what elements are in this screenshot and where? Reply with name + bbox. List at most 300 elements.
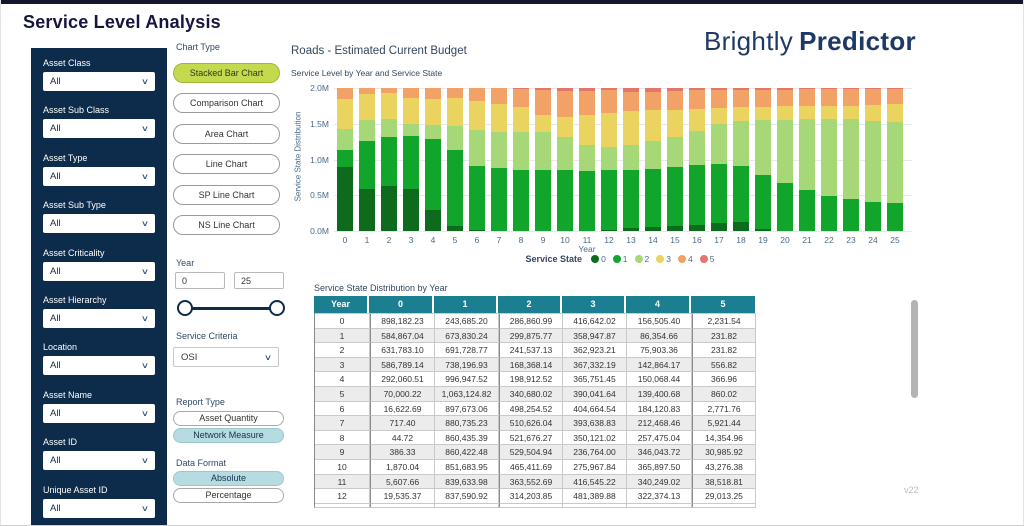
bar-segment-state-0 — [381, 186, 397, 231]
table-cell: 851,683.95 — [435, 459, 499, 474]
chevron-down-icon: ∨ — [140, 124, 150, 134]
bar-segment-state-0 — [623, 228, 639, 231]
table-cell: 673,830.24 — [435, 328, 499, 343]
bar-segment-state-1 — [491, 168, 507, 231]
bar-segment-state-2 — [491, 132, 507, 168]
bar-year-2[interactable] — [381, 88, 397, 231]
table-header-cell: 2 — [498, 296, 562, 313]
bar-segment-state-2 — [579, 145, 595, 171]
bar-year-11[interactable] — [579, 88, 595, 231]
bar-segment-state-3 — [535, 115, 551, 132]
chart-type-button-sp-line-chart[interactable]: SP Line Chart — [173, 185, 280, 205]
bar-segment-state-3 — [821, 106, 837, 119]
x-tick-label: 11 — [582, 235, 592, 245]
bar-segment-state-2 — [865, 121, 881, 202]
table-cell — [499, 503, 563, 508]
bar-segment-state-4 — [667, 91, 683, 110]
filter-dropdown-asset-hierarchy[interactable] — [43, 309, 155, 328]
year-slider-handle-max[interactable] — [269, 300, 285, 316]
table-cell: 30,985.92 — [692, 444, 756, 459]
legend-item-label: 2 — [644, 254, 650, 264]
bar-segment-state-3 — [469, 101, 485, 130]
bar-segment-state-1 — [359, 141, 375, 189]
table-cell: 996,947.52 — [435, 371, 499, 386]
bar-segment-state-4 — [887, 89, 903, 104]
x-tick-label: 17 — [714, 235, 724, 245]
filter-sidebar — [31, 48, 167, 526]
x-tick-label: 7 — [496, 235, 502, 245]
x-tick-label: 25 — [890, 235, 900, 245]
table-cell: 16,622.69 — [370, 401, 435, 416]
table-cell: 212,468.46 — [627, 415, 692, 430]
bar-segment-state-3 — [359, 94, 375, 120]
chevron-down-icon: ∨ — [140, 171, 150, 181]
service-criteria-value: OSI — [181, 351, 198, 363]
bar-year-25[interactable] — [887, 88, 903, 231]
bar-year-23[interactable] — [843, 88, 859, 231]
table-cell — [435, 503, 499, 508]
table-cell: 350,121.02 — [563, 430, 627, 445]
filter-dropdown-asset-criticality[interactable] — [43, 262, 155, 281]
table-row — [314, 474, 756, 489]
table-cell: 5,607.66 — [370, 474, 435, 489]
table-cell: 365,751.45 — [563, 371, 627, 386]
bar-segment-state-1 — [513, 170, 529, 231]
table-cell: 510,626.04 — [499, 415, 563, 430]
x-tick-label: 21 — [802, 235, 812, 245]
logo-brand: Brightly — [704, 26, 794, 56]
legend-item-state-3[interactable] — [656, 254, 671, 264]
bar-segment-state-2 — [469, 130, 485, 166]
chart-type-button-ns-line-chart[interactable]: NS Line Chart — [173, 215, 280, 235]
bar-segment-state-2 — [733, 121, 749, 166]
table-cell: 86,354.66 — [627, 328, 692, 343]
legend-item-label: 0 — [601, 254, 606, 264]
bar-year-8[interactable] — [513, 88, 529, 231]
bar-year-12[interactable] — [601, 88, 617, 231]
table-cell: 363,552.69 — [499, 474, 563, 489]
x-tick-label: 10 — [560, 235, 570, 245]
table-cell: 5,921.44 — [692, 415, 756, 430]
bar-segment-state-1 — [733, 166, 749, 222]
bar-segment-state-3 — [513, 107, 529, 132]
y-tick-label: 0.5M — [310, 190, 329, 201]
filter-dropdown-asset-id[interactable] — [43, 451, 155, 470]
bar-segment-state-2 — [601, 147, 617, 169]
bar-segment-state-1 — [755, 175, 771, 230]
legend-item-state-2[interactable] — [635, 254, 650, 264]
bar-segment-state-2 — [381, 119, 397, 136]
bar-segment-state-4 — [447, 88, 463, 98]
filter-group-asset-sub-type — [31, 194, 167, 241]
filter-dropdown-asset-sub-type[interactable] — [43, 214, 155, 233]
bar-year-1[interactable] — [359, 88, 375, 231]
table-cell: 299,875.77 — [499, 328, 563, 343]
table-cell: 150,068.44 — [627, 371, 692, 386]
chevron-down-icon: ∨ — [263, 352, 273, 362]
bar-segment-state-3 — [843, 106, 859, 119]
table-cell: 10 — [315, 459, 370, 474]
bar-segment-state-3 — [645, 110, 661, 141]
bar-segment-state-4 — [821, 89, 837, 105]
table-cell: 340,249.02 — [627, 474, 692, 489]
table-row — [314, 488, 756, 503]
version-label: v22 — [904, 485, 919, 495]
table-cell: 292,060.51 — [370, 371, 435, 386]
year-min-input[interactable] — [175, 272, 225, 289]
chart-subtitle: Service Level by Year and Service State — [291, 68, 443, 78]
bar-segment-state-3 — [403, 98, 419, 124]
table-row-partial — [314, 503, 756, 508]
legend-item-state-4[interactable] — [678, 254, 693, 264]
bar-segment-state-0 — [447, 226, 463, 231]
bar-segment-state-1 — [799, 190, 815, 231]
table-cell: 1,063,124.82 — [435, 386, 499, 401]
table-cell: 44.72 — [370, 430, 435, 445]
legend-item-label: 3 — [666, 254, 671, 264]
logo-product: Predictor — [799, 26, 916, 56]
filter-group-asset-criticality — [31, 242, 167, 289]
table-cell: 691,728.77 — [435, 342, 499, 357]
bar-segment-state-1 — [337, 150, 353, 167]
bar-segment-state-2 — [337, 129, 353, 149]
bar-segment-state-3 — [557, 117, 573, 137]
chart-type-button-line-chart[interactable]: Line Chart — [173, 154, 280, 174]
vertical-scrollbar[interactable] — [911, 300, 918, 398]
filter-label: Asset Sub Type — [43, 200, 106, 211]
filter-dropdown-asset-class[interactable] — [43, 72, 155, 91]
table-header-cell: 3 — [562, 296, 626, 313]
x-tick-label: 5 — [452, 235, 458, 245]
filter-group-asset-name — [31, 384, 167, 431]
table-cell: 2,231.54 — [692, 313, 756, 328]
bar-segment-state-2 — [689, 131, 705, 164]
table-cell — [692, 503, 756, 508]
bar-segment-state-2 — [447, 126, 463, 150]
service-criteria-label: Service Criteria — [176, 331, 238, 341]
bar-segment-state-4 — [425, 88, 441, 99]
x-tick-label: 6 — [474, 235, 480, 245]
table-cell: 257,475.04 — [627, 430, 692, 445]
bar-year-21[interactable] — [799, 88, 815, 231]
table-cell: 340,680.02 — [499, 386, 563, 401]
table-cell: 365,897.50 — [627, 459, 692, 474]
dropdown-value: All — [50, 265, 61, 277]
table-cell: 12 — [315, 488, 370, 503]
filter-label: Asset ID — [43, 437, 78, 448]
bar-segment-state-3 — [381, 93, 397, 119]
x-axis-title: Year — [578, 244, 596, 254]
service-criteria-dropdown[interactable] — [173, 347, 279, 367]
table-cell: 14,354.96 — [692, 430, 756, 445]
x-tick-label: 18 — [736, 235, 746, 245]
table-cell: 139,400.68 — [627, 386, 692, 401]
table-cell: 6 — [315, 401, 370, 416]
x-tick-label: 24 — [868, 235, 878, 245]
bar-segment-state-4 — [513, 89, 529, 107]
table-cell: 416,545.22 — [563, 474, 627, 489]
bar-year-18[interactable] — [733, 88, 749, 231]
bar-segment-state-3 — [337, 99, 353, 129]
table-header-cell: 4 — [626, 296, 691, 313]
chevron-down-icon: ∨ — [140, 503, 150, 513]
filter-dropdown-asset-name[interactable] — [43, 404, 155, 423]
y-axis-title: Service State Distribution — [293, 111, 303, 202]
x-tick-label: 23 — [846, 235, 856, 245]
data-format-absolute[interactable]: Absolute — [173, 471, 284, 486]
bar-segment-state-2 — [667, 137, 683, 167]
table-row — [314, 415, 756, 430]
dropdown-value: All — [50, 123, 61, 135]
bar-segment-state-1 — [579, 171, 595, 231]
table-cell: 286,860.99 — [499, 313, 563, 328]
table-cell: 393,638.83 — [563, 415, 627, 430]
table-cell — [627, 503, 692, 508]
report-type-network-measure[interactable]: Network Measure — [173, 428, 284, 443]
bar-year-10[interactable] — [557, 88, 573, 231]
filter-label: Asset Sub Class — [43, 105, 110, 116]
bar-segment-state-1 — [667, 167, 683, 226]
table-header-cell: 1 — [434, 296, 498, 313]
table-cell: 243,685.20 — [435, 313, 499, 328]
bar-year-22[interactable] — [821, 88, 837, 231]
bar-segment-state-1 — [403, 136, 419, 189]
page-title: Service Level Analysis — [23, 12, 221, 32]
table-cell: 184,120.83 — [627, 401, 692, 416]
bar-year-5[interactable] — [447, 88, 463, 231]
bar-year-16[interactable] — [689, 88, 705, 231]
legend-items — [591, 254, 714, 264]
chevron-down-icon: ∨ — [140, 266, 150, 276]
dropdown-value: All — [50, 502, 61, 514]
x-tick-label: 13 — [626, 235, 636, 245]
bar-segment-state-4 — [535, 90, 551, 115]
chevron-down-icon: ∨ — [140, 77, 150, 86]
bar-year-15[interactable] — [667, 88, 683, 231]
bar-segment-state-1 — [689, 165, 705, 225]
table-cell: 142,864.17 — [627, 357, 692, 372]
filter-label: Asset Name — [43, 389, 93, 400]
table-header-cell: 5 — [691, 296, 755, 313]
chart-title: Roads - Estimated Current Budget — [291, 45, 467, 57]
x-tick-label: 9 — [540, 235, 546, 245]
dropdown-value: All — [50, 360, 61, 372]
bar-year-6[interactable] — [469, 88, 485, 231]
bar-year-19[interactable] — [755, 88, 771, 231]
table-cell: 631,783.10 — [370, 342, 435, 357]
bar-segment-state-4 — [645, 92, 661, 111]
filter-dropdown-asset-type[interactable] — [43, 167, 155, 186]
bar-segment-state-4 — [689, 90, 705, 109]
filter-group-location — [31, 336, 167, 383]
bar-segment-state-0 — [469, 230, 485, 231]
chart-type-button-stacked-bar-chart[interactable]: Stacked Bar Chart — [173, 63, 280, 83]
table-row — [314, 328, 756, 343]
bar-segment-state-1 — [865, 202, 881, 231]
table-title: Service State Distribution by Year — [314, 283, 448, 293]
table-cell: 275,967.84 — [563, 459, 627, 474]
chart-legend — [334, 254, 906, 264]
bar-segment-state-4 — [337, 88, 353, 99]
bar-year-3[interactable] — [403, 88, 419, 231]
bar-segment-state-0 — [359, 189, 375, 231]
bar-segment-state-2 — [557, 137, 573, 170]
table-cell: 584,867.04 — [370, 328, 435, 343]
chart-type-button-comparison-chart[interactable]: Comparison Chart — [173, 93, 280, 113]
x-tick-label: 3 — [408, 235, 414, 245]
table-cell: 498,254.52 — [499, 401, 563, 416]
bar-segment-state-0 — [601, 230, 617, 231]
legend-dot — [591, 255, 599, 263]
bar-segment-state-2 — [887, 122, 903, 203]
gridline — [334, 231, 912, 232]
bar-segment-state-0 — [733, 222, 749, 231]
table-cell: 2 — [315, 342, 370, 357]
bar-year-20[interactable] — [777, 88, 793, 231]
table-row — [314, 371, 756, 386]
bar-segment-state-3 — [623, 111, 639, 145]
bar-year-0[interactable] — [337, 88, 353, 231]
year-max-input[interactable] — [234, 272, 284, 289]
table-cell: 404,664.54 — [563, 401, 627, 416]
bar-segment-state-2 — [711, 124, 727, 164]
x-tick-label: 0 — [342, 235, 348, 245]
bar-year-7[interactable] — [491, 88, 507, 231]
table-cell — [370, 503, 435, 508]
table-cell: 586,789.14 — [370, 357, 435, 372]
top-accent-bar — [1, 0, 1024, 4]
table-cell: 556.82 — [692, 357, 756, 372]
bar-segment-state-2 — [535, 132, 551, 170]
bar-segment-state-2 — [799, 119, 815, 190]
table-cell: 860.02 — [692, 386, 756, 401]
bar-segment-state-3 — [865, 105, 881, 121]
bar-segment-state-2 — [777, 120, 793, 183]
bar-segment-state-4 — [799, 89, 815, 106]
bar-year-24[interactable] — [865, 88, 881, 231]
chevron-down-icon: ∨ — [140, 456, 150, 466]
bar-segment-state-2 — [821, 119, 837, 197]
bar-segment-state-0 — [403, 189, 419, 231]
table-cell: 880,735.23 — [435, 415, 499, 430]
bar-year-9[interactable] — [535, 88, 551, 231]
table-cell: 860,422.48 — [435, 444, 499, 459]
filter-dropdown-location[interactable] — [43, 356, 155, 375]
table-cell: 897,673.06 — [435, 401, 499, 416]
bar-year-14[interactable] — [645, 88, 661, 231]
table-row — [314, 313, 756, 328]
legend-item-label: 4 — [688, 254, 693, 264]
table-cell: 38,518.81 — [692, 474, 756, 489]
legend-item-label: 1 — [622, 254, 628, 264]
data-format-percentage[interactable]: Percentage — [173, 488, 284, 503]
table-cell: 386.33 — [370, 444, 435, 459]
bar-segment-state-3 — [447, 98, 463, 126]
y-tick-label: 0.0M — [310, 226, 329, 236]
table-cell: 19,535.37 — [370, 488, 435, 503]
x-tick-label: 4 — [430, 235, 436, 245]
table-cell: 29,013.25 — [692, 488, 756, 503]
legend-title: Service State — [525, 254, 583, 264]
legend-dot — [656, 255, 664, 263]
year-slider-track[interactable] — [185, 307, 277, 310]
y-tick-label: 1.0M — [310, 154, 329, 165]
table-cell: 346,043.72 — [627, 444, 692, 459]
table-cell: 481,389.88 — [563, 488, 627, 503]
legend-item-state-1[interactable] — [613, 254, 628, 264]
filter-dropdown-asset-sub-class[interactable] — [43, 119, 155, 138]
report-type-asset-quantity[interactable]: Asset Quantity — [173, 411, 284, 426]
bar-segment-state-3 — [887, 104, 903, 123]
bar-segment-state-4 — [601, 90, 617, 113]
bar-segment-state-0 — [337, 167, 353, 231]
bar-segment-state-1 — [777, 183, 793, 231]
bar-segment-state-1 — [887, 203, 903, 231]
year-slider-handle-min[interactable] — [177, 300, 193, 316]
bar-segment-state-4 — [733, 90, 749, 108]
bar-year-17[interactable] — [711, 88, 727, 231]
report-type-label: Report Type — [176, 397, 225, 407]
table-cell: 362,923.21 — [563, 342, 627, 357]
legend-item-state-5[interactable] — [700, 254, 715, 264]
filter-group-asset-type — [31, 147, 167, 194]
table-cell: 8 — [315, 430, 370, 445]
table-cell: 529,504.94 — [499, 444, 563, 459]
chevron-down-icon: ∨ — [140, 361, 150, 371]
table-cell: 717.40 — [370, 415, 435, 430]
bar-segment-state-4 — [579, 91, 595, 115]
table-cell: 358,947.87 — [563, 328, 627, 343]
bar-year-4[interactable] — [425, 88, 441, 231]
dropdown-value: All — [50, 76, 61, 87]
bar-segment-state-0 — [711, 223, 727, 231]
bar-segment-state-2 — [645, 141, 661, 169]
bar-year-13[interactable] — [623, 88, 639, 231]
bar-segment-state-3 — [711, 108, 727, 124]
filter-group-asset-id — [31, 431, 167, 478]
bar-segment-state-4 — [557, 91, 573, 117]
table-header-cell: 0 — [369, 296, 434, 313]
x-tick-label: 22 — [824, 235, 834, 245]
table-row — [314, 401, 756, 416]
filter-label: Asset Type — [43, 152, 88, 163]
table-cell: 390,041.64 — [563, 386, 627, 401]
bar-segment-state-1 — [447, 150, 463, 226]
bar-segment-state-2 — [425, 125, 441, 139]
table-cell: 465,411.69 — [499, 459, 563, 474]
bar-segment-state-0 — [689, 225, 705, 231]
x-tick-label: 2 — [386, 235, 392, 245]
filter-dropdown-unique-asset-id[interactable] — [43, 499, 155, 518]
chart-type-button-area-chart[interactable]: Area Chart — [173, 124, 280, 144]
bar-segment-state-3 — [425, 99, 441, 125]
bar-segment-state-2 — [623, 145, 639, 169]
filter-label: Unique Asset ID — [43, 484, 108, 495]
chevron-down-icon: ∨ — [140, 408, 150, 418]
bar-segment-state-1 — [623, 170, 639, 228]
bar-segment-state-4 — [469, 88, 485, 101]
table-row — [314, 459, 756, 474]
chevron-down-icon: ∨ — [140, 313, 150, 323]
legend-item-state-0[interactable] — [591, 254, 606, 264]
x-tick-label: 1 — [364, 235, 370, 245]
bar-segment-state-2 — [755, 120, 771, 174]
table-cell: 416,642.02 — [563, 313, 627, 328]
bar-segment-state-4 — [623, 92, 639, 111]
table-row — [314, 444, 756, 459]
table-cell: 1 — [315, 328, 370, 343]
table-cell: 314,203.85 — [499, 488, 563, 503]
